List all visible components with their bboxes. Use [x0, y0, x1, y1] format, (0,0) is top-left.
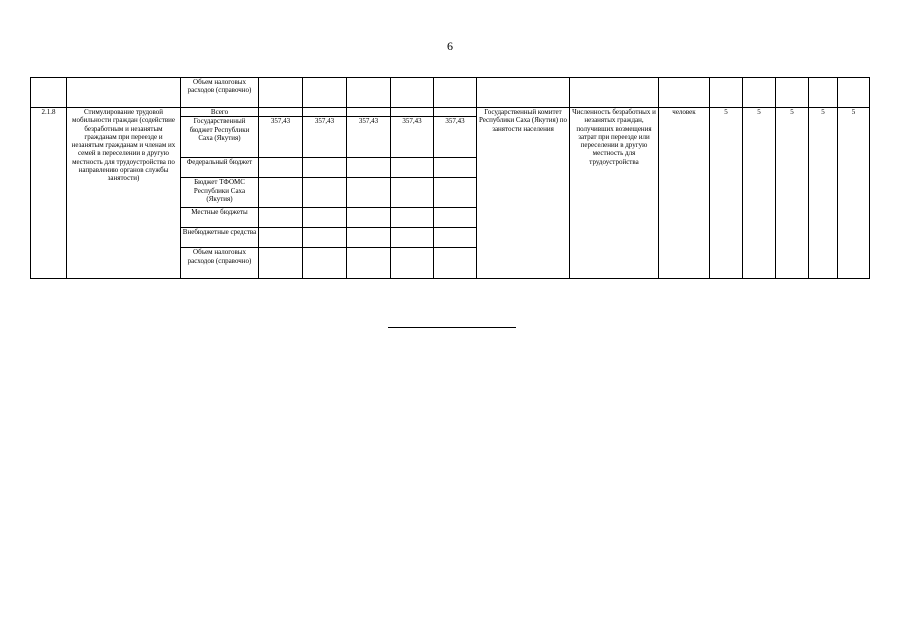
- source-label-tax-expenses: Объем налоговых расходов (справочно): [181, 78, 259, 108]
- cell-empty: [477, 78, 570, 108]
- source-label: Местные бюджеты: [181, 208, 259, 228]
- amount-cell: [303, 208, 347, 228]
- source-label: Бюджет ТФОМС Республики Саха (Якутия): [181, 178, 259, 208]
- cell-empty: [776, 78, 809, 108]
- amount-cell: 357,43: [391, 117, 434, 158]
- amount-cell: [434, 228, 477, 248]
- cell-empty: [838, 78, 870, 108]
- amount-cell: [303, 158, 347, 178]
- cell-empty: [743, 78, 776, 108]
- indicator-value: 5: [809, 108, 838, 279]
- amount-cell: [259, 158, 303, 178]
- source-label: Внебюджетные средства: [181, 228, 259, 248]
- amount-cell: [303, 108, 347, 117]
- indicator-value: 5: [743, 108, 776, 279]
- amount-cell: [434, 178, 477, 208]
- cell-empty: [259, 78, 303, 108]
- measure-name: Стимулирование трудовой мобильности граждан (содействие безработным и незанятым гражданам при переезде и незанятым гражданам и членам их семей в переселении в другую местность для трудоустройства по направлению органов службы занятости): [67, 108, 181, 279]
- amount-cell: [434, 158, 477, 178]
- indicator-value: 5: [710, 108, 743, 279]
- measure-number: 2.1.8: [31, 108, 67, 279]
- source-label: Всего: [181, 108, 259, 117]
- table-row-continued: [31, 78, 870, 108]
- executor: Государственный комитет Республики Саха (Якутия) по занятости населения: [477, 108, 570, 279]
- amount-cell: [259, 108, 303, 117]
- cell-empty: [570, 78, 659, 108]
- footnote-separator-line: [388, 327, 516, 328]
- amount-cell: [347, 228, 391, 248]
- amount-cell: [259, 208, 303, 228]
- cell-empty: [347, 78, 391, 108]
- page-number: 6: [447, 39, 453, 53]
- cell-empty: [67, 78, 181, 108]
- amount-cell: 357,43: [303, 117, 347, 158]
- amount-cell: 357,43: [259, 117, 303, 158]
- amount-cell: [259, 228, 303, 248]
- amount-cell: [347, 178, 391, 208]
- amount-cell: [391, 158, 434, 178]
- amount-cell: [434, 208, 477, 228]
- cell-empty: [303, 78, 347, 108]
- amount-cell: [303, 228, 347, 248]
- amount-cell: [391, 178, 434, 208]
- amount-cell: [391, 248, 434, 279]
- amount-cell: [347, 208, 391, 228]
- amount-cell: [434, 108, 477, 117]
- amount-cell: [391, 228, 434, 248]
- indicator-value: 5: [776, 108, 809, 279]
- cell-empty: [31, 78, 67, 108]
- cell-empty: [809, 78, 838, 108]
- amount-cell: 357,43: [434, 117, 477, 158]
- indicator-value: 5: [838, 108, 870, 279]
- cell-empty: [434, 78, 477, 108]
- amount-cell: [434, 248, 477, 279]
- cell-empty: [659, 78, 710, 108]
- source-label: Государственный бюджет Республики Саха (Якутия): [181, 117, 259, 158]
- amount-cell: [347, 248, 391, 279]
- amount-cell: [391, 108, 434, 117]
- amount-cell: [303, 248, 347, 279]
- table-row-total: [31, 108, 870, 117]
- source-label: Объем налоговых расходов (справочно): [181, 248, 259, 279]
- source-label: Федеральный бюджет: [181, 158, 259, 178]
- amount-cell: [347, 108, 391, 117]
- amount-cell: [259, 248, 303, 279]
- cell-empty: [391, 78, 434, 108]
- amount-cell: [347, 158, 391, 178]
- amount-cell: [259, 178, 303, 208]
- indicator-name: Численность безработных и незанятых граждан, получивших возмещения затрат при переезде или переселении в другую местность для трудоустройства: [570, 108, 659, 279]
- amount-cell: 357,43: [347, 117, 391, 158]
- cell-empty: [710, 78, 743, 108]
- amount-cell: [391, 208, 434, 228]
- indicator-unit: человек: [659, 108, 710, 279]
- program-table: [30, 77, 870, 279]
- amount-cell: [303, 178, 347, 208]
